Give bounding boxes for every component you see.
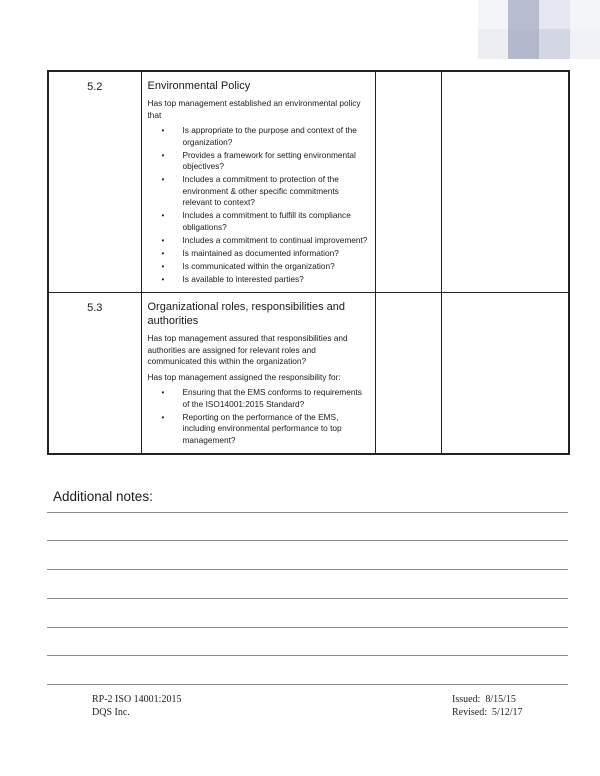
deco-square (539, 29, 570, 59)
note-line (47, 569, 568, 570)
bullet-item: • Reporting on the performance of the EMS, including environmental performance to top management? (162, 412, 369, 447)
additional-notes-title: Additional notes: (53, 489, 153, 504)
response-cell[interactable] (375, 293, 441, 455)
notes-cell[interactable] (441, 293, 569, 455)
deco-square (570, 0, 600, 29)
note-line (47, 540, 568, 541)
bullet-item: • Includes a commitment to protection of the environment & other specific commitments relevant to context? (162, 174, 369, 209)
clause-content (141, 293, 375, 455)
question-text: Has top management assured that responsibilities and authorities are assigned for relevant roles and communicated this within the organization? (147, 333, 348, 366)
question-text: Has top management established an environmental policy that (147, 98, 361, 120)
deco-square (478, 29, 508, 59)
note-line (47, 598, 568, 599)
note-line (47, 512, 568, 513)
response-cell[interactable] (375, 71, 441, 293)
note-line (47, 655, 568, 656)
bullet-item: • Is appropriate to the purpose and context of the organization? (162, 125, 369, 148)
clause-heading: Organizational roles, responsibilities and authorities (147, 301, 345, 327)
clause-number: 5.2 (48, 71, 141, 293)
table-body (48, 71, 569, 454)
note-line (47, 684, 568, 685)
issued-date: 8/15/15 (485, 694, 516, 705)
footer-left (92, 694, 181, 719)
clause-heading: Environmental Policy (147, 80, 251, 92)
bullet-item: • Is available to interested parties? (162, 274, 369, 286)
deco-square (508, 0, 539, 29)
deco-square (478, 0, 508, 29)
issued-label: Issued: (452, 694, 481, 705)
revised-line (452, 707, 523, 720)
bullet-item: • Is communicated within the organization? (162, 261, 369, 273)
deco-square (539, 0, 570, 29)
clause-number: 5.3 (48, 293, 141, 455)
deco-square (570, 29, 600, 59)
bullet-list (148, 387, 369, 446)
footer-right (452, 694, 523, 719)
clause-content (141, 71, 375, 293)
decorative-header-graphic (478, 0, 600, 60)
bullet-item: • Includes a commitment to fulfill its compliance obligations? (162, 210, 369, 233)
notes-cell[interactable] (441, 71, 569, 293)
bullet-item: • Is maintained as documented information? (162, 248, 369, 260)
issued-line (452, 694, 523, 707)
bullet-list (148, 125, 369, 285)
note-line (47, 627, 568, 628)
bullet-item: • Ensuring that the EMS conforms to requirements of the ISO14001:2015 Standard? (162, 387, 369, 410)
company-name: DQS Inc. (92, 706, 130, 718)
question-text: Has top management assigned the responsibility for: (147, 371, 341, 382)
audit-checklist-table (47, 70, 570, 455)
table-row (48, 293, 569, 455)
bullet-item: • Provides a framework for setting environmental objectives? (162, 150, 369, 173)
table-row (48, 71, 569, 293)
revised-label: Revised: (452, 706, 487, 718)
deco-square (508, 29, 539, 59)
bullet-item: • Includes a commitment to continual improvement? (162, 235, 369, 247)
revised-date: 5/12/17 (492, 706, 523, 718)
doc-code: RP-2 ISO 14001:2015 (92, 694, 182, 705)
